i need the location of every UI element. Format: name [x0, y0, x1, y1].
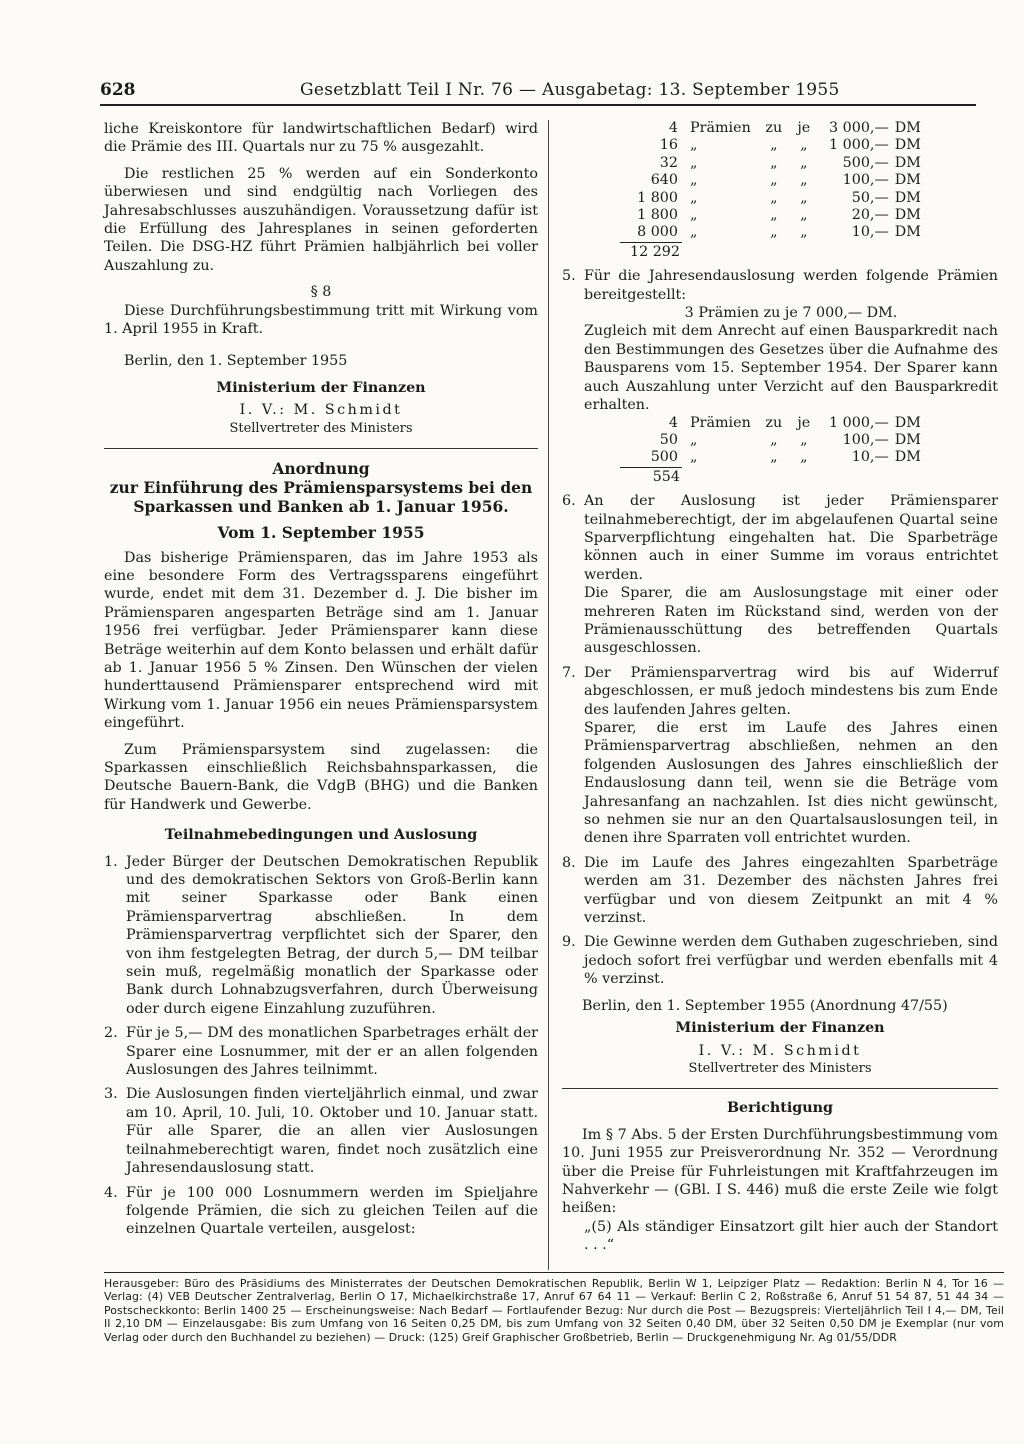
item-number: 5.: [562, 268, 576, 285]
prize-count: 16: [659, 137, 678, 154]
prize-word: „: [800, 449, 808, 466]
ministry-name: Ministerium der Finanzen: [675, 1020, 885, 1037]
decree-title: Anordnung: [272, 459, 370, 479]
prize-count: 1 800: [637, 189, 678, 206]
left-column: [104, 120, 538, 1239]
item-text: Die Sparer, die am Auslosungstage mit einer oder mehreren Raten im Rückstand sind, werden von der Prämienausschüttung des betreffenden Quartals ausgeschlossen.: [584, 585, 998, 657]
prize-total: 12 292: [629, 243, 680, 260]
item-number: 9.: [562, 934, 576, 951]
prize-word: „: [690, 189, 698, 206]
paragraph: Diese Durchführungsbestimmung tritt mit Wirkung vom 1. April 1955 in Kraft.: [104, 302, 538, 338]
prize-word: „: [800, 172, 808, 189]
prize-currency: DM: [894, 414, 921, 431]
signature: I. V.: M. Schmidt: [239, 402, 403, 419]
imprint-text: Herausgeber: Büro des Präsidiums des Ministerrates der Deutschen Demokratischen Republik, Berlin W 1, Leipziger Platz — Redaktion: Berlin N 4, Tor 16 — Verlag: (4) VEB Deutscher Zentralverlag, Berlin O 17, Michaelkirchstraße 17, Anruf 67 64 11 — Verkauf: Berlin C 2, Roßstraße 6, Anruf 51 54 87, 51 44 34 — Postscheckkonto: Berlin 1400 25 — Erscheinungsweise: Nach Bedarf — Fortlaufender Bezug: Nur durch die Post — Bezugspreis: Vierteljährlich Teil I 4,— DM, Teil II 2,10 DM — Einzelausgabe: Bis zum Umfang von 16 Seiten 0,25 DM, bis zum Umfang von 32 Seiten 0,40 DM, über 32 Seiten 0,50 DM je Exemplar (nur vom Verlag oder durch den Buchhandel zu beziehen) — Druck: (125) Greif Graphischer Großbetrieb, Berlin — Druckgenehmigung Nr. Ag 01/55/DDR: [104, 1277, 1004, 1344]
prize-word: Prämien: [690, 414, 751, 431]
signature: I. V.: M. Schmidt: [698, 1042, 862, 1059]
item-text: Die im Laufe des Jahres eingezahlten Sparbeträge werden am 31. Dezember des nächsten Jahres frei verfügbar und von diesem Zeitpunkt an mit 4 % verzinst.: [584, 854, 998, 927]
prize-word: „: [800, 224, 808, 241]
list-item: [104, 1024, 538, 1079]
prize-count: 4: [668, 120, 678, 136]
prize-amount: 20,—: [851, 207, 889, 224]
prize-currency: DM: [894, 172, 921, 189]
prize-amount: 100,—: [842, 431, 889, 448]
prize-word: „: [800, 189, 808, 206]
item-text: 3 Prämien zu je 7 000,— DM.: [684, 305, 898, 322]
decree-date: Vom 1. September 1955: [217, 523, 425, 543]
date-place: Berlin, den 1. September 1955: [124, 353, 348, 370]
prize-row: [620, 137, 921, 154]
item-text: An der Auslosung ist jeder Prämiensparer teilnahmeberechtigt, der im abgelaufenen Quartal seine Sparverpflichtung eingehalten hat. Die Sparbeträge können auch in einer Summe im voraus entrichtet werden.: [584, 493, 998, 583]
prize-word: „: [770, 431, 778, 448]
prize-row: [620, 432, 921, 449]
paragraph: Das bisherige Prämiensparen, das im Jahre 1953 als eine besondere Form des Vertragssparens eingeführt wurde, endet mit dem 31. Dezember d. J. Die bisher im Prämiensparen angesparten Beträge sind am 1. Januar 1956 frei verfügbar. Jeder Prämiensparer kann diese Beträge weiterhin auf dem Konto belassen und erhält dafür ab 1. Januar 1956 5 % Zinsen. Den Wünschen der vielen hunderttausend Prämiensparer entsprechend wird mit Wirkung vom 1. Januar 1956 ein neues Prämiensparsystem eingeführt.: [104, 549, 538, 732]
paragraph: liche Kreiskontore für landwirtschaftlichen Bedarf) wird die Prämie des III. Quartals nur zu 75 % ausgezahlt.: [104, 121, 538, 156]
section-mark: § 8: [310, 284, 332, 301]
prize-amount: 10,—: [851, 449, 889, 466]
page-header: [100, 76, 976, 106]
prize-currency: DM: [894, 431, 921, 448]
prize-word: zu: [765, 120, 783, 136]
signatory-role: Stellvertreter des Ministers: [229, 420, 413, 436]
item-number: 7.: [562, 664, 576, 681]
prize-count: 4: [668, 414, 678, 431]
prize-word: „: [800, 207, 808, 224]
list-item: [562, 267, 998, 414]
prize-word: „: [770, 189, 778, 206]
prize-row: [620, 172, 921, 189]
list-item: [104, 1085, 538, 1177]
prize-word: Prämien: [690, 120, 751, 136]
prize-word: „: [800, 431, 808, 448]
prize-word: „: [690, 431, 698, 448]
prize-currency: DM: [894, 224, 921, 241]
prize-count: 1 800: [637, 207, 678, 224]
prize-currency: DM: [894, 207, 921, 224]
item-text: Sparer, die erst im Laufe des Jahres einen Prämiensparvertrag abschließen, nehmen an den folgenden Auslosungen des Jahres einschließlich der Endauslosung dann teil, wenn sie die Beträge vom Jahresanfang an nachzahlen. Ist dies nicht gewünscht, so nehmen sie nur an den Quartalsauslosungen teil, in denen ihre Sparraten voll entrichtet wurden.: [584, 720, 998, 847]
prize-currency: DM: [894, 154, 921, 171]
prize-row: [620, 190, 921, 207]
prize-word: „: [690, 172, 698, 189]
prize-amount: 3 000,—: [829, 120, 889, 136]
prize-count: 8 000: [637, 224, 678, 241]
publisher-imprint: [104, 1272, 1004, 1344]
prize-word: „: [770, 207, 778, 224]
paragraph: Die restlichen 25 % werden auf ein Sonderkonto überwiesen und sind endgültig nach Vorliegen des Jahresabschlusses auszuhändigen. Voraussetzung dafür ist die Erfüllung des Jahresplanes in seinen geforderten Teilen. Die DSG-HZ führt Prämien halbjährlich bei voller Auszahlung zu.: [104, 165, 538, 274]
prize-amount: 100,—: [842, 172, 889, 189]
prize-word: „: [690, 224, 698, 241]
prize-row: [620, 449, 921, 466]
prize-word: „: [770, 449, 778, 466]
item-number: 1.: [104, 853, 118, 870]
item-text: Die Auslosungen finden vierteljährlich einmal, und zwar am 10. April, 10. Juli, 10. Oktober und 10. Januar statt. Für alle Sparer, die an allen vier Auslosungen teilnahmeberechtigt waren, findet noch zusätzlich eine Jahresendauslosung statt.: [126, 1086, 538, 1177]
prize-currency: DM: [894, 120, 921, 136]
list-item: [104, 1184, 538, 1239]
item-number: 6.: [562, 493, 576, 510]
prize-word: zu: [765, 414, 783, 431]
list-item: [562, 854, 998, 928]
prize-count: 640: [650, 172, 678, 189]
column-divider: [548, 120, 549, 1270]
list-item: [562, 492, 998, 658]
prize-amount: 50,—: [851, 189, 889, 206]
list-item: [562, 933, 998, 988]
paragraph: Im § 7 Abs. 5 der Ersten Durchführungsbestimmung vom 10. Juni 1955 zur Preisverordnung Nr. 352 — Verordnung über die Preise für Fuhrleistungen mit Kraftfahrzeugen im Nahverkehr — (GBl. I S. 446) muß die erste Zeile wie folgt heißen:: [562, 1126, 998, 1217]
prize-row: [620, 224, 921, 241]
prize-row: [620, 415, 921, 432]
item-number: 8.: [562, 854, 576, 871]
item-text: Der Prämiensparvertrag wird bis auf Widerruf abgeschlossen, er muß jedoch mindestens bis zum Ende des laufenden Jahres gelten.: [584, 664, 998, 718]
item-number: 2.: [104, 1025, 118, 1042]
right-column: [562, 120, 998, 1255]
prize-currency: DM: [894, 137, 921, 154]
prize-word: „: [800, 154, 808, 171]
prize-table-annual: [620, 415, 921, 467]
prize-word: „: [770, 154, 778, 171]
prize-currency: DM: [894, 449, 921, 466]
prize-amount: 1 000,—: [829, 414, 889, 431]
item-text: Für die Jahresendauslosung werden folgende Prämien bereitgestellt:: [584, 268, 998, 303]
decree-subtitle: zur Einführung des Prämiensparsystems bei den Sparkassen und Banken ab 1. Januar 1956.: [109, 478, 533, 517]
quotation: „(5) Als ständiger Einsatzort gilt hier auch der Standort . . .“: [584, 1218, 998, 1254]
date-place: Berlin, den 1. September 1955 (Anordnung 47/55): [582, 997, 948, 1014]
section-rule: [562, 1088, 998, 1089]
prize-word: „: [800, 137, 808, 154]
item-text: Für je 5,— DM des monatlichen Sparbetrages erhält der Sparer eine Losnummer, mit der er an allen folgenden Auslosungen des Jahres teilnimmt.: [126, 1025, 538, 1079]
item-text: Die Gewinne werden dem Guthaben zugeschrieben, sind jedoch sofort frei verfügbar und werden ebenfalls mit 4 % verzinst.: [584, 934, 998, 988]
prize-word: „: [690, 137, 698, 154]
prize-amount: 1 000,—: [829, 137, 889, 154]
correction-heading: Berichtigung: [726, 1100, 834, 1117]
prize-word: „: [770, 172, 778, 189]
prize-word: „: [690, 207, 698, 224]
prize-count: 500: [650, 449, 678, 466]
section-rule: [104, 448, 538, 449]
prize-word: „: [770, 224, 778, 241]
list-item: [104, 853, 538, 1019]
prize-word: „: [690, 449, 698, 466]
prize-currency: DM: [894, 189, 921, 206]
prize-row: [620, 120, 921, 137]
prize-total: 554: [652, 468, 680, 485]
section-heading: Teilnahmebedingungen und Auslosung: [164, 827, 478, 844]
item-number: 4.: [104, 1184, 118, 1201]
list-item: [562, 664, 998, 848]
item-text: Für je 100 000 Losnummern werden im Spieljahre folgende Prämien, die sich zu gleichen Teilen auf die einzelnen Quartale verteilen, ausgelost:: [126, 1184, 538, 1238]
prize-row: [620, 207, 921, 224]
prize-table-quarterly: [620, 120, 921, 242]
prize-amount: 500,—: [842, 154, 889, 171]
prize-word: je: [797, 120, 811, 136]
ministry-name: Ministerium der Finanzen: [216, 379, 426, 396]
prize-count: 50: [659, 431, 678, 448]
prize-word: je: [797, 414, 811, 431]
prize-row: [620, 155, 921, 172]
item-number: 3.: [104, 1086, 118, 1103]
prize-word: „: [770, 137, 778, 154]
prize-count: 32: [659, 154, 678, 171]
item-text: Zugleich mit dem Anrecht auf einen Bausparkredit nach den Bestimmungen des Gesetzes über die Aufnahme des Bausparens vom 15. September 1954. Der Sparer kann auch Auszahlung unter Verzicht auf den Bausparkredit erhalten.: [584, 323, 998, 414]
prize-word: „: [690, 154, 698, 171]
item-text: Jeder Bürger der Deutschen Demokratischen Republik und des demokratischen Sektors von Groß-Berlin kann mit seiner Sparkasse oder Bank einen Prämiensparvertrag abschließen. In dem Prämiensparvertrag verpflichtet sich der Sparer, den von ihm festgelegten Betrag, der durch 5,— DM teilbar sein muß, regelmäßig monatlich der Sparkasse oder Bank durch Lohnabzugsverfahren, durch Überweisung oder durch eigene Einzahlung zuzuführen.: [126, 853, 538, 1017]
gazette-title: Gesetzblatt Teil I Nr. 76 — Ausgabetag: 13. September 1955: [300, 80, 840, 100]
prize-amount: 10,—: [851, 224, 889, 241]
paragraph: Zum Prämiensparsystem sind zugelassen: die Sparkassen einschließlich Reichsbahnsparkassen, die Deutsche Bauern-Bank, die VdgB (BHG) und die Banken für Handwerk und Gewerbe.: [104, 741, 538, 813]
signatory-role: Stellvertreter des Ministers: [688, 1060, 872, 1076]
page-number: 628: [100, 80, 136, 100]
